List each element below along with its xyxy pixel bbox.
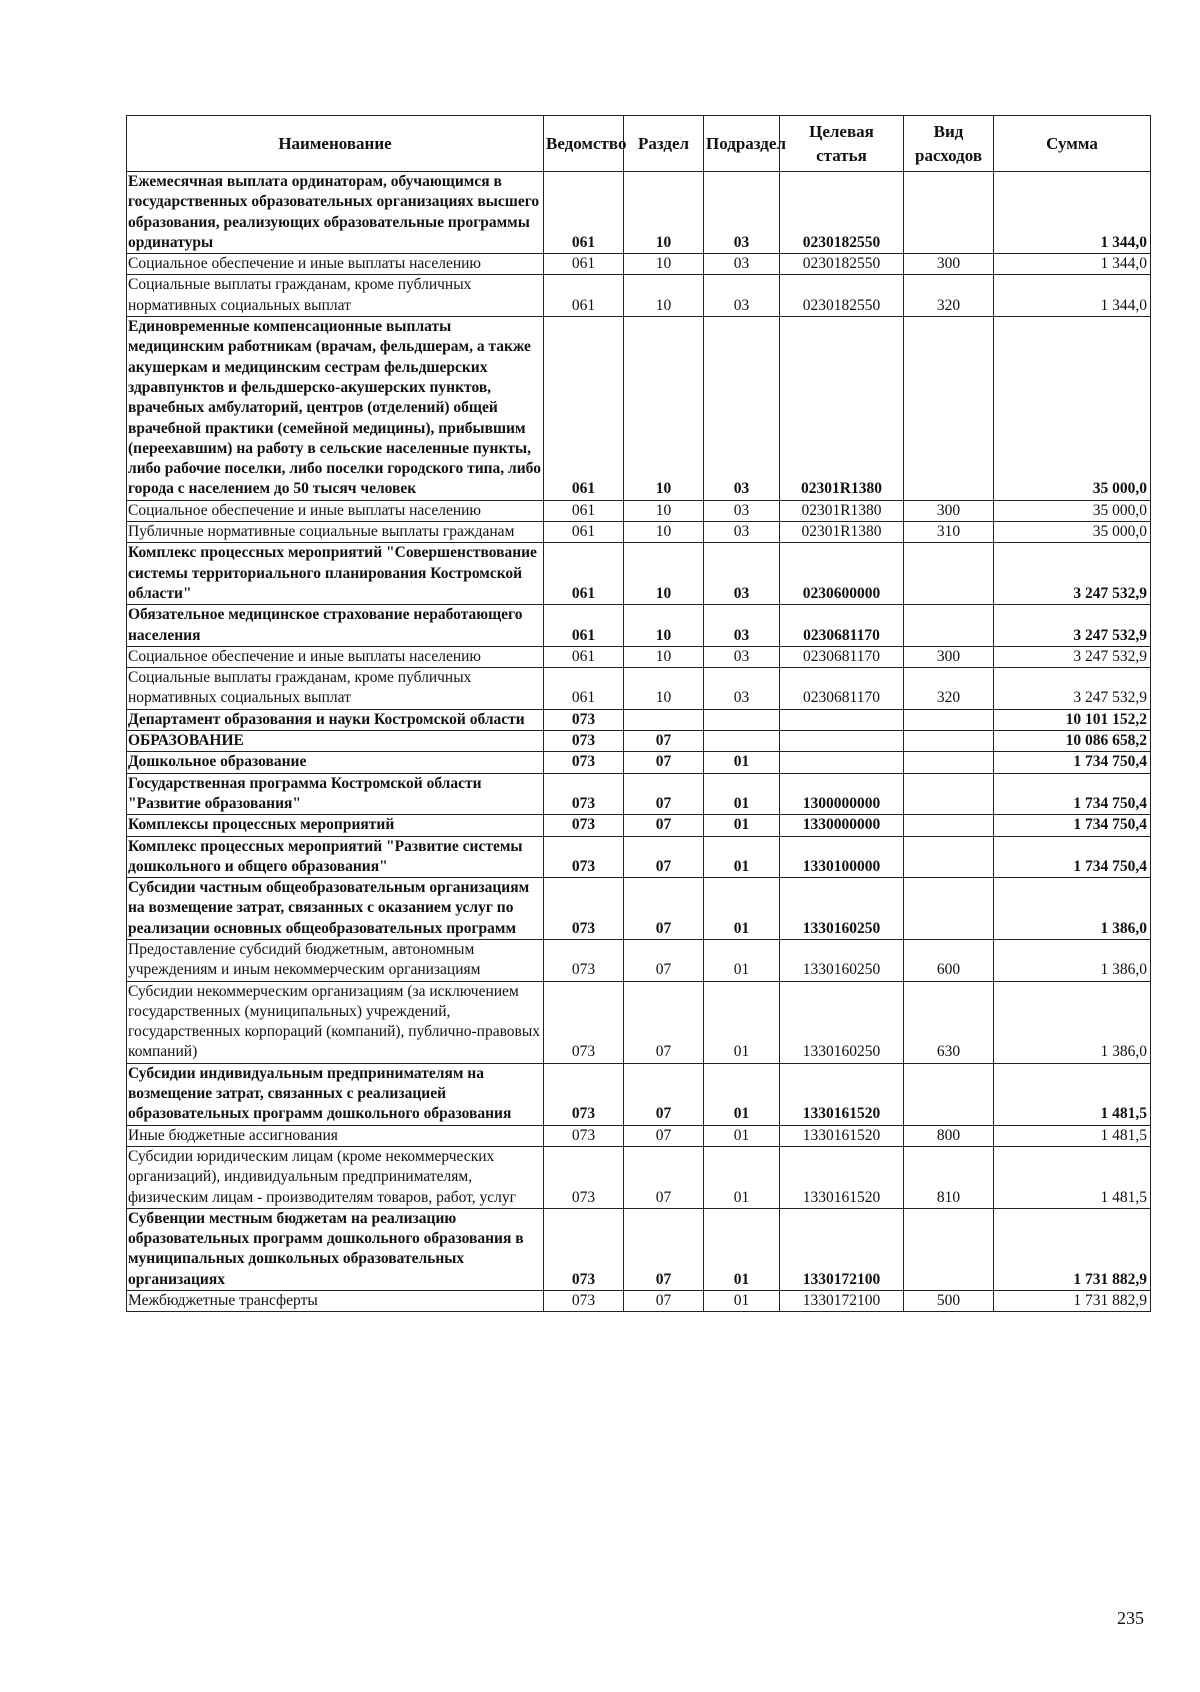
row-dept: 073 — [544, 731, 624, 752]
row-name: Публичные нормативные социальные выплаты гражданам — [127, 522, 544, 543]
row-name: Предоставление субсидий бюджетным, автономным учреждениям и иным некоммерческим организациям — [127, 939, 544, 981]
header-target: Целевая статья — [780, 116, 904, 172]
row-dept: 073 — [544, 1291, 624, 1312]
row-target: 0230182550 — [780, 275, 904, 317]
row-dept: 061 — [544, 646, 624, 667]
row-target: 1330000000 — [780, 815, 904, 836]
table-row — [127, 605, 1151, 647]
row-sum: 1 734 750,4 — [994, 752, 1151, 773]
row-kind: 320 — [904, 668, 994, 710]
row-dept: 073 — [544, 752, 624, 773]
row-subsection: 03 — [704, 646, 780, 667]
table-row — [127, 275, 1151, 317]
row-name: Субсидии юридическим лицам (кроме некоммерческих организаций), индивидуальным предпринимателям, физическим лицам - производителям товаров, работ, услуг — [127, 1146, 544, 1208]
row-target: 1330161520 — [780, 1125, 904, 1146]
row-kind — [904, 172, 994, 254]
row-section: 10 — [624, 317, 704, 501]
header-sum: Сумма — [994, 116, 1151, 172]
row-dept: 073 — [544, 836, 624, 878]
row-subsection — [704, 709, 780, 730]
row-target: 02301R1380 — [780, 317, 904, 501]
row-section: 07 — [624, 1208, 704, 1290]
row-kind — [904, 815, 994, 836]
row-name: Социальное обеспечение и иные выплаты населению — [127, 646, 544, 667]
row-name: Социальные выплаты гражданам, кроме публичных нормативных социальных выплат — [127, 668, 544, 710]
row-dept: 061 — [544, 605, 624, 647]
row-dept: 061 — [544, 254, 624, 275]
row-section: 07 — [624, 878, 704, 940]
row-dept: 073 — [544, 1208, 624, 1290]
table-row — [127, 1063, 1151, 1125]
row-subsection: 01 — [704, 836, 780, 878]
row-target: 1330160250 — [780, 878, 904, 940]
table-row — [127, 172, 1151, 254]
row-name: Иные бюджетные ассигнования — [127, 1125, 544, 1146]
row-subsection: 03 — [704, 543, 780, 605]
row-name: Комплексы процессных мероприятий — [127, 815, 544, 836]
row-name: Обязательное медицинское страхование неработающего населения — [127, 605, 544, 647]
row-kind: 310 — [904, 522, 994, 543]
row-sum: 1 344,0 — [994, 275, 1151, 317]
row-sum: 35 000,0 — [994, 317, 1151, 501]
row-name: Социальное обеспечение и иные выплаты населению — [127, 500, 544, 521]
row-subsection: 01 — [704, 1291, 780, 1312]
header-subsection: Подраздел — [704, 116, 780, 172]
row-target — [780, 752, 904, 773]
row-dept: 073 — [544, 1063, 624, 1125]
table-row — [127, 878, 1151, 940]
row-dept: 073 — [544, 773, 624, 815]
row-sum: 1 734 750,4 — [994, 815, 1151, 836]
row-section: 07 — [624, 981, 704, 1063]
row-kind — [904, 773, 994, 815]
row-kind — [904, 1063, 994, 1125]
row-subsection: 03 — [704, 500, 780, 521]
row-kind: 300 — [904, 500, 994, 521]
row-name: Комплекс процессных мероприятий "Развитие системы дошкольного и общего образования" — [127, 836, 544, 878]
row-target: 0230681170 — [780, 605, 904, 647]
row-dept: 073 — [544, 709, 624, 730]
row-dept: 073 — [544, 981, 624, 1063]
row-section: 07 — [624, 773, 704, 815]
row-sum: 35 000,0 — [994, 500, 1151, 521]
table-row — [127, 500, 1151, 521]
row-sum: 1 734 750,4 — [994, 836, 1151, 878]
row-kind: 800 — [904, 1125, 994, 1146]
row-section: 07 — [624, 1125, 704, 1146]
row-kind — [904, 836, 994, 878]
header-kind: Вид расходов — [904, 116, 994, 172]
row-sum: 1 386,0 — [994, 878, 1151, 940]
row-section: 10 — [624, 668, 704, 710]
row-dept: 061 — [544, 668, 624, 710]
row-name: ОБРАЗОВАНИЕ — [127, 731, 544, 752]
table-row — [127, 1208, 1151, 1290]
row-subsection: 01 — [704, 815, 780, 836]
table-row — [127, 254, 1151, 275]
row-section: 10 — [624, 500, 704, 521]
row-subsection: 03 — [704, 317, 780, 501]
row-section: 07 — [624, 939, 704, 981]
page-number: 235 — [1117, 1608, 1144, 1628]
row-target: 0230600000 — [780, 543, 904, 605]
row-subsection: 01 — [704, 1146, 780, 1208]
row-subsection: 01 — [704, 752, 780, 773]
header-section: Раздел — [624, 116, 704, 172]
row-kind: 600 — [904, 939, 994, 981]
row-kind — [904, 731, 994, 752]
row-name: Ежемесячная выплата ординаторам, обучающимся в государственных образовательных организациях высшего образования, реализующих образовательные программы ординатуры — [127, 172, 544, 254]
row-name: Субсидии частным общеобразовательным организациям на возмещение затрат, связанных с оказанием услуг по реализации основных общеобразовательных программ — [127, 878, 544, 940]
row-sum: 1 386,0 — [994, 939, 1151, 981]
row-dept: 061 — [544, 317, 624, 501]
row-kind: 810 — [904, 1146, 994, 1208]
row-subsection: 03 — [704, 605, 780, 647]
row-sum: 1 731 882,9 — [994, 1291, 1151, 1312]
row-section: 07 — [624, 815, 704, 836]
row-dept: 073 — [544, 939, 624, 981]
row-target: 0230182550 — [780, 254, 904, 275]
row-subsection: 03 — [704, 668, 780, 710]
budget-table — [126, 115, 1151, 1312]
row-kind: 320 — [904, 275, 994, 317]
row-dept: 073 — [544, 815, 624, 836]
table-row — [127, 668, 1151, 710]
row-dept: 061 — [544, 522, 624, 543]
row-section — [624, 709, 704, 730]
row-target: 02301R1380 — [780, 500, 904, 521]
row-section: 10 — [624, 646, 704, 667]
row-subsection: 01 — [704, 981, 780, 1063]
row-subsection: 01 — [704, 773, 780, 815]
row-section: 07 — [624, 731, 704, 752]
table-row — [127, 815, 1151, 836]
row-kind: 500 — [904, 1291, 994, 1312]
row-name: Субвенции местным бюджетам на реализацию образовательных программ дошкольного образования в муниципальных дошкольных образовательных организациях — [127, 1208, 544, 1290]
row-sum: 3 247 532,9 — [994, 543, 1151, 605]
row-dept: 061 — [544, 275, 624, 317]
table-row — [127, 836, 1151, 878]
row-dept: 073 — [544, 1146, 624, 1208]
row-sum: 10 101 152,2 — [994, 709, 1151, 730]
row-subsection: 03 — [704, 254, 780, 275]
row-name: Социальные выплаты гражданам, кроме публичных нормативных социальных выплат — [127, 275, 544, 317]
row-subsection: 03 — [704, 522, 780, 543]
table-row — [127, 1291, 1151, 1312]
table-row — [127, 1125, 1151, 1146]
row-section: 07 — [624, 1146, 704, 1208]
row-target: 1330172100 — [780, 1291, 904, 1312]
row-name: Дошкольное образование — [127, 752, 544, 773]
row-kind — [904, 752, 994, 773]
row-sum: 35 000,0 — [994, 522, 1151, 543]
row-target — [780, 709, 904, 730]
row-section: 07 — [624, 752, 704, 773]
table-row — [127, 1146, 1151, 1208]
row-name: Комплекс процессных мероприятий "Совершенствование системы территориального планирования Костромской области" — [127, 543, 544, 605]
row-name: Субсидии некоммерческим организациям (за исключением государственных (муниципальных) учреждений, государственных корпораций (компаний), публично-правовых компаний) — [127, 981, 544, 1063]
row-target: 1330161520 — [780, 1063, 904, 1125]
row-target: 1300000000 — [780, 773, 904, 815]
row-target: 0230681170 — [780, 646, 904, 667]
row-subsection: 03 — [704, 172, 780, 254]
row-name: Субсидии индивидуальным предпринимателям на возмещение затрат, связанных с реализацией образовательных программ дошкольного образования — [127, 1063, 544, 1125]
row-subsection: 03 — [704, 275, 780, 317]
row-sum: 1 734 750,4 — [994, 773, 1151, 815]
row-subsection: 01 — [704, 1125, 780, 1146]
row-name: Государственная программа Костромской области "Развитие образования" — [127, 773, 544, 815]
row-target — [780, 731, 904, 752]
row-kind: 630 — [904, 981, 994, 1063]
row-name: Социальное обеспечение и иные выплаты населению — [127, 254, 544, 275]
row-section: 10 — [624, 522, 704, 543]
row-sum: 1 481,5 — [994, 1063, 1151, 1125]
row-dept: 061 — [544, 172, 624, 254]
table-row — [127, 646, 1151, 667]
row-sum: 1 344,0 — [994, 254, 1151, 275]
row-sum: 10 086 658,2 — [994, 731, 1151, 752]
row-section: 07 — [624, 1291, 704, 1312]
row-dept: 073 — [544, 1125, 624, 1146]
table-row — [127, 731, 1151, 752]
row-kind — [904, 543, 994, 605]
row-sum: 3 247 532,9 — [994, 668, 1151, 710]
row-kind: 300 — [904, 646, 994, 667]
row-sum: 1 344,0 — [994, 172, 1151, 254]
row-section: 10 — [624, 543, 704, 605]
row-target: 1330161520 — [780, 1146, 904, 1208]
row-section: 07 — [624, 836, 704, 878]
row-name: Единовременные компенсационные выплаты медицинским работникам (врачам, фельдшерам, а также акушеркам и медицинским сестрам фельдшерских здравпунктов и фельдшерско-акушерских пунктов, врачебных амбулаторий, центров (отделений) общей врачебной практики (семейной медицины), прибывшим (переехавшим) на работу в сельские населенные пункты, либо рабочие поселки, либо поселки городского типа, либо города с населением до 50 тысяч человек — [127, 317, 544, 501]
row-target: 0230681170 — [780, 668, 904, 710]
row-subsection — [704, 731, 780, 752]
header-dept: Ведомство — [544, 116, 624, 172]
row-sum: 3 247 532,9 — [994, 646, 1151, 667]
row-target: 1330172100 — [780, 1208, 904, 1290]
row-kind — [904, 605, 994, 647]
table-row — [127, 709, 1151, 730]
row-sum: 1 481,5 — [994, 1146, 1151, 1208]
row-name: Межбюджетные трансферты — [127, 1291, 544, 1312]
row-section: 07 — [624, 1063, 704, 1125]
row-section: 10 — [624, 254, 704, 275]
row-sum: 1 731 882,9 — [994, 1208, 1151, 1290]
table-row — [127, 752, 1151, 773]
row-dept: 061 — [544, 500, 624, 521]
table-row — [127, 543, 1151, 605]
table-header-row — [127, 116, 1151, 172]
row-section: 10 — [624, 172, 704, 254]
row-subsection: 01 — [704, 1063, 780, 1125]
row-name: Департамент образования и науки Костромской области — [127, 709, 544, 730]
table-row — [127, 317, 1151, 501]
table-row — [127, 773, 1151, 815]
row-target: 1330160250 — [780, 981, 904, 1063]
table-row — [127, 522, 1151, 543]
row-target: 1330160250 — [780, 939, 904, 981]
row-kind — [904, 709, 994, 730]
row-subsection: 01 — [704, 939, 780, 981]
row-section: 10 — [624, 605, 704, 647]
header-name: Наименование — [127, 116, 544, 172]
row-dept: 073 — [544, 878, 624, 940]
row-kind — [904, 878, 994, 940]
row-target: 1330100000 — [780, 836, 904, 878]
row-dept: 061 — [544, 543, 624, 605]
row-target: 02301R1380 — [780, 522, 904, 543]
row-sum: 1 386,0 — [994, 981, 1151, 1063]
table-body — [127, 172, 1151, 1312]
row-sum: 1 481,5 — [994, 1125, 1151, 1146]
row-kind — [904, 1208, 994, 1290]
row-subsection: 01 — [704, 1208, 780, 1290]
row-section: 10 — [624, 275, 704, 317]
row-subsection: 01 — [704, 878, 780, 940]
row-kind — [904, 317, 994, 501]
row-kind: 300 — [904, 254, 994, 275]
table-row — [127, 981, 1151, 1063]
row-target: 0230182550 — [780, 172, 904, 254]
row-sum: 3 247 532,9 — [994, 605, 1151, 647]
table-row — [127, 939, 1151, 981]
